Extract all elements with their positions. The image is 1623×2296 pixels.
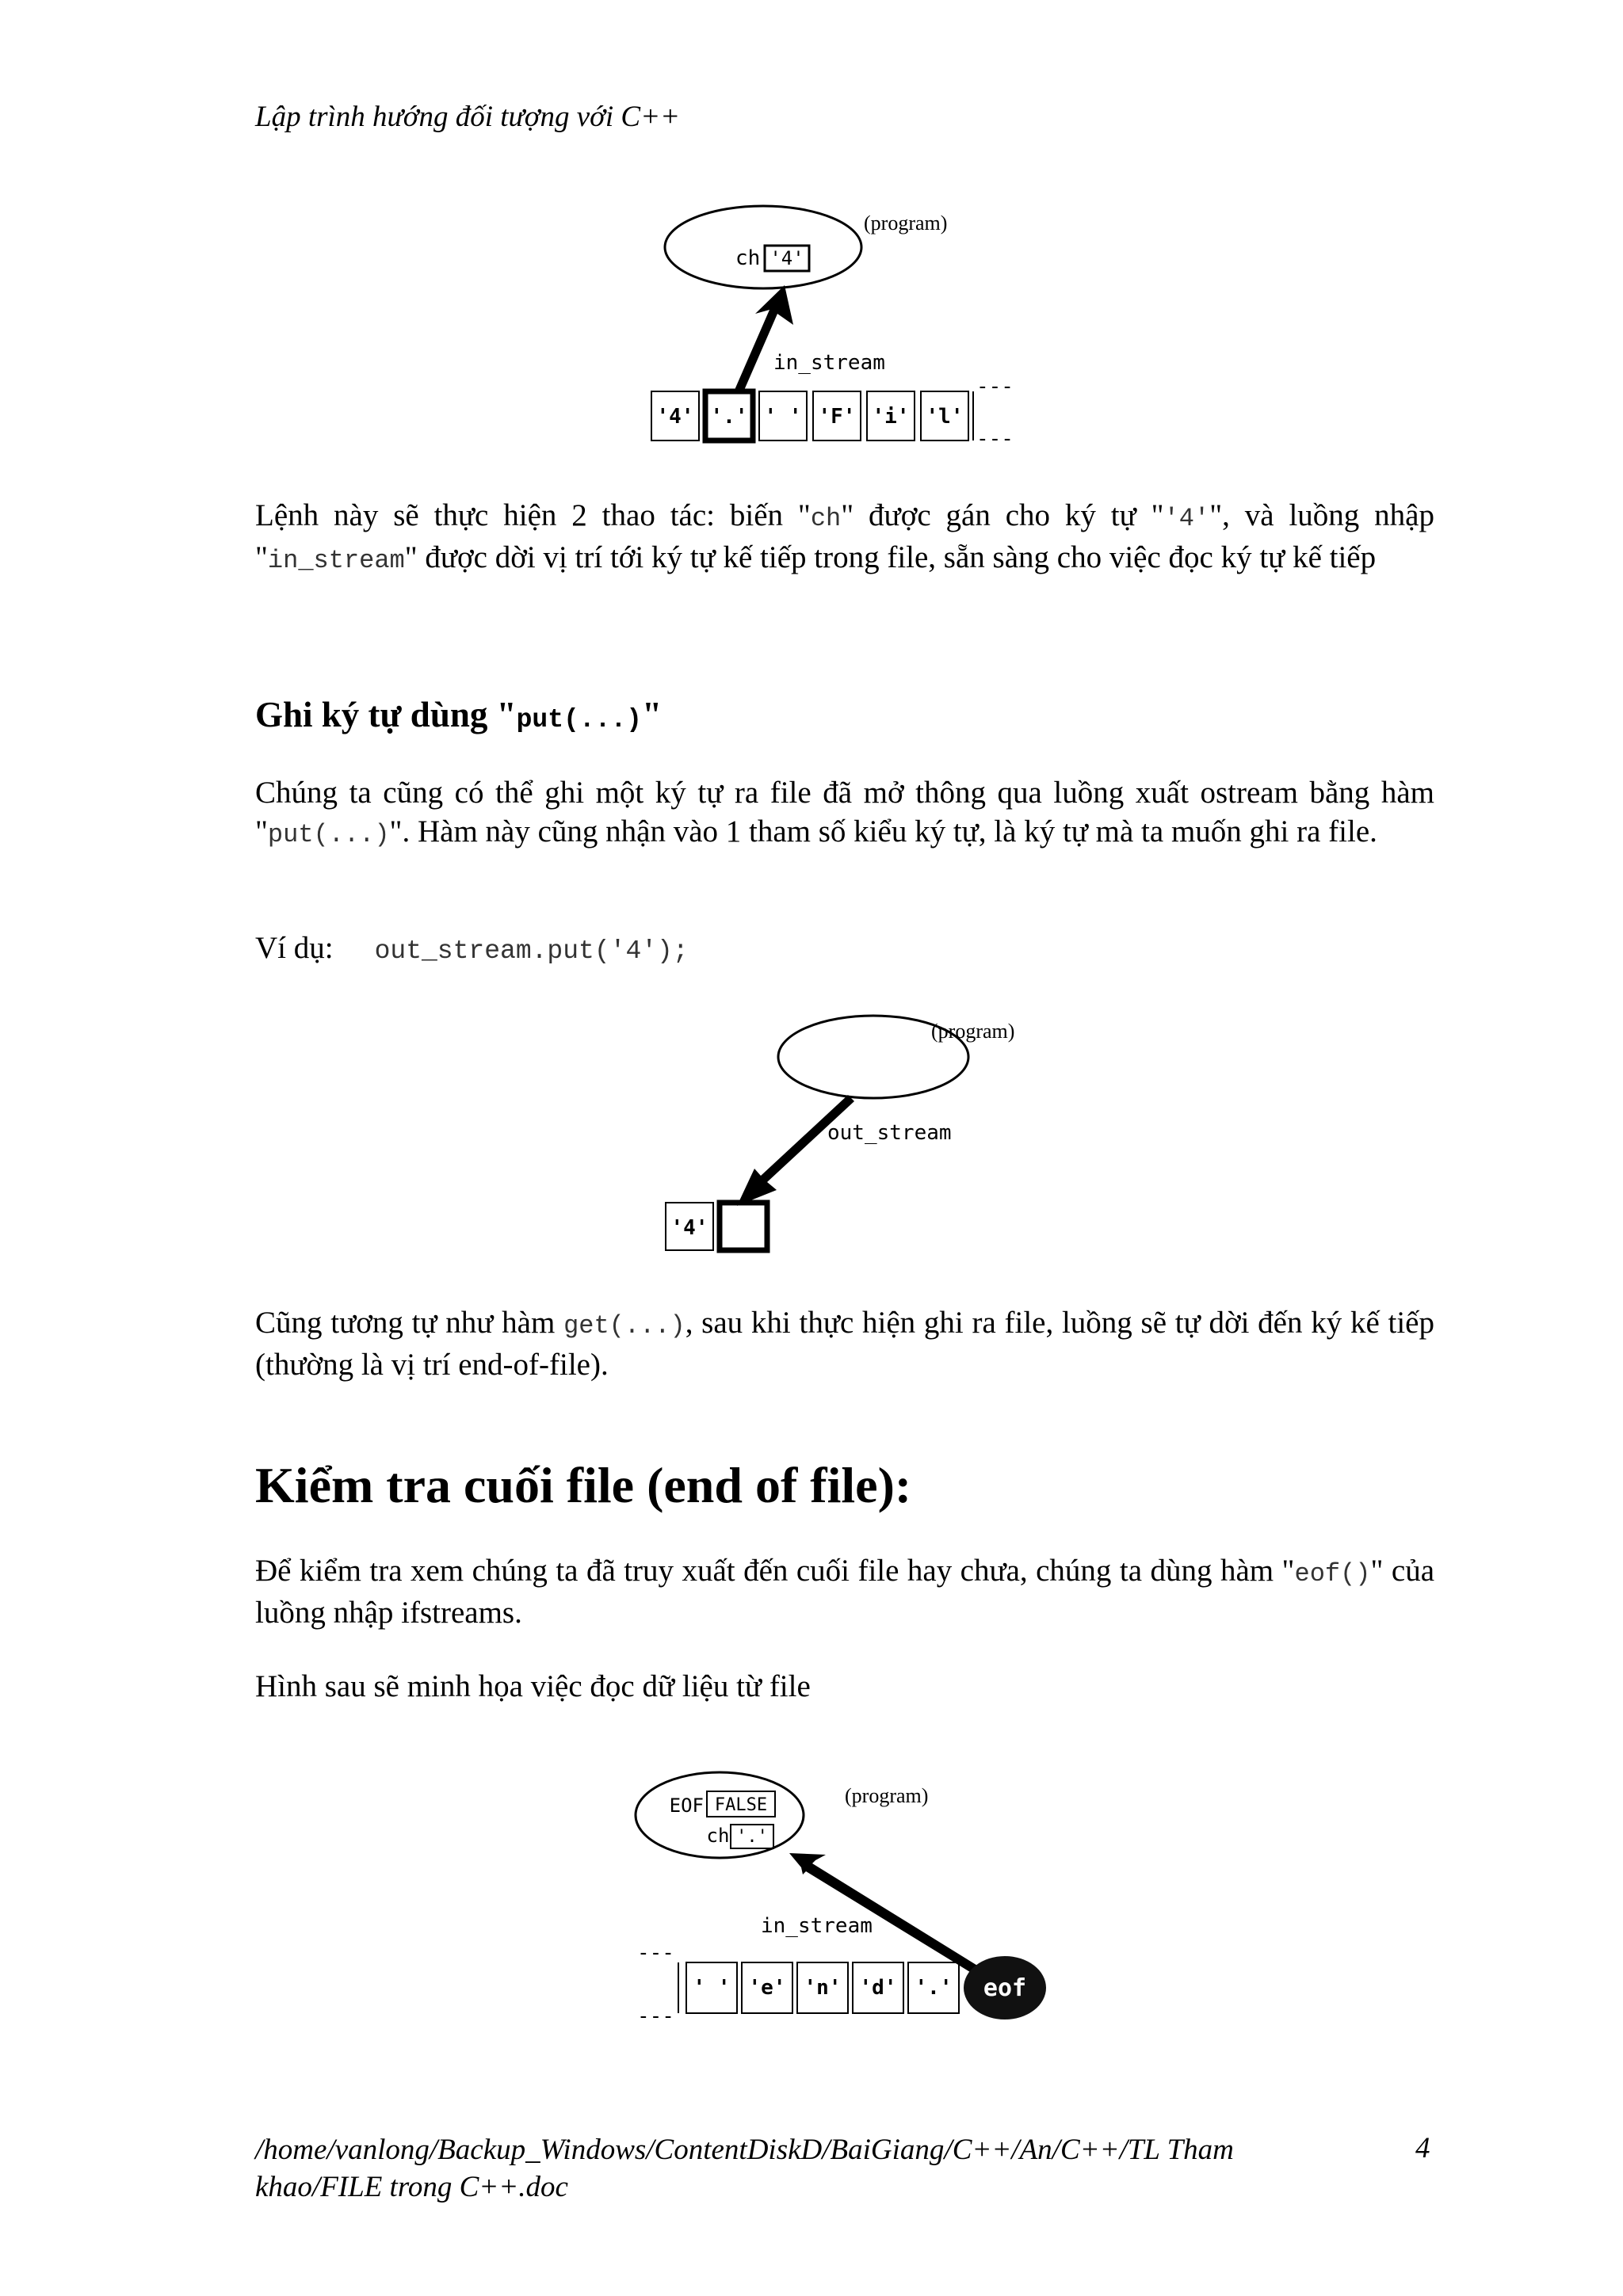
stream-arrow: [735, 285, 793, 394]
section-heading-eof: Kiểm tra cuối file (end of file):: [255, 1457, 912, 1513]
text: Chúng ta cũng có thể ghi một ký tự ra file đã mở thông qua luồng xuất ostream bằng hàm ": [255, 776, 1434, 849]
inline-code: eof(): [1294, 1559, 1371, 1589]
cell-value: 'F': [818, 405, 856, 429]
var-value: '.': [736, 1827, 768, 1847]
text: Cũng tương tự như hàm: [255, 1306, 564, 1340]
cell-value: '.': [710, 405, 748, 429]
text: ". Hàm này cũng nhận vào 1 tham số kiểu ký tự, là ký tự mà ta muốn ghi ra file.: [389, 814, 1377, 849]
cell-value: '4': [656, 405, 694, 429]
example-line: [255, 929, 1434, 971]
cell-value: ' ': [764, 405, 802, 429]
text: Để kiểm tra xem chúng ta đã truy xuất đến cuối file hay chưa, chúng ta dùng hàm ": [255, 1554, 1295, 1588]
paragraph-after-put: [255, 1303, 1434, 1384]
text: , sau khi thực hiện ghi ra file, luồng sẽ tự dời đến ký kế tiếp (thường là vị trí end-of-file).: [255, 1306, 1434, 1382]
inline-code: ch: [810, 504, 842, 533]
ellipsis: ---: [976, 427, 1014, 451]
ellipsis: ---: [976, 375, 1014, 399]
eof-marker-label: eof: [983, 1974, 1027, 2002]
inline-code: put(...): [516, 705, 643, 734]
program-ellipse: [665, 206, 861, 288]
cell-value: 'd': [859, 1976, 897, 2000]
text: " được gán cho ký tự ": [841, 498, 1164, 532]
paragraph-figure-intro: Hình sau sẽ minh họa việc đọc dữ liệu từ file: [255, 1669, 811, 1703]
eof-label: EOF: [669, 1794, 704, 1817]
text: " của luồng nhập ifstreams.: [255, 1554, 1434, 1630]
current-cell: [720, 1203, 767, 1250]
eof-value: FALSE: [714, 1795, 768, 1815]
cell-value: 'e': [748, 1976, 786, 2000]
paragraph-eof-explanation: [255, 1551, 1434, 1632]
program-label: (program): [931, 1020, 1015, 1043]
stream-label: in_stream: [761, 1914, 873, 1938]
ellipsis: ---: [637, 2004, 674, 2028]
program-label: (program): [864, 212, 948, 235]
example-label: Ví dụ:: [255, 931, 334, 965]
figure-get-diagram: [642, 198, 1054, 452]
var-value: '4': [769, 247, 804, 269]
cell-value: 'i': [872, 405, 910, 429]
figure-eof-diagram: [634, 1755, 1062, 2040]
inline-code: '4': [1163, 504, 1210, 533]
figure-put-diagram: [658, 1006, 1038, 1260]
inline-code: put(...): [267, 820, 390, 849]
file-cells: [637, 1941, 1046, 2028]
inline-code: in_stream: [267, 546, 405, 575]
cell-value: 'n': [804, 1976, 842, 2000]
text: Lệnh này sẽ thực hiện 2 thao tác: biến ": [255, 498, 811, 532]
section-heading-put: [255, 694, 662, 735]
heading-text: Ghi ký tự dùng ": [255, 695, 517, 734]
cell-value: ' ': [693, 1976, 731, 2000]
text: " được dời vị trí tới ký tự kế tiếp trong file, sẵn sàng cho việc đọc ký tự kế tiếp: [404, 540, 1377, 574]
cell-value: '.': [915, 1976, 953, 2000]
file-cells: [651, 375, 1014, 451]
page-header: Lập trình hướng đối tượng với C++: [255, 101, 681, 133]
footer-file-path: /home/vanlong/Backup_Windows/ContentDiskD/BaiGiang/C++/An/C++/TL Tham khao/FILE trong C++.doc: [255, 2134, 1234, 2203]
program-label: (program): [845, 1784, 929, 1807]
cell-value: '4': [670, 1216, 708, 1240]
inline-code: get(...): [563, 1311, 685, 1341]
stream-arrow: [737, 1095, 854, 1206]
heading-text: ": [642, 695, 663, 734]
var-name: ch: [735, 246, 761, 270]
page-number: 4: [1415, 2132, 1430, 2164]
example-code: out_stream.put('4');: [374, 936, 689, 966]
var-name: ch: [706, 1825, 730, 1847]
paragraph-put-explanation: [255, 773, 1434, 854]
cell-value: 'l': [926, 405, 964, 429]
paragraph-get-explanation: [255, 496, 1434, 580]
ellipsis: ---: [637, 1941, 674, 1965]
text: ", và luồng nhập ": [255, 498, 1434, 574]
stream-label: out_stream: [827, 1121, 952, 1145]
stream-label: in_stream: [773, 351, 885, 375]
